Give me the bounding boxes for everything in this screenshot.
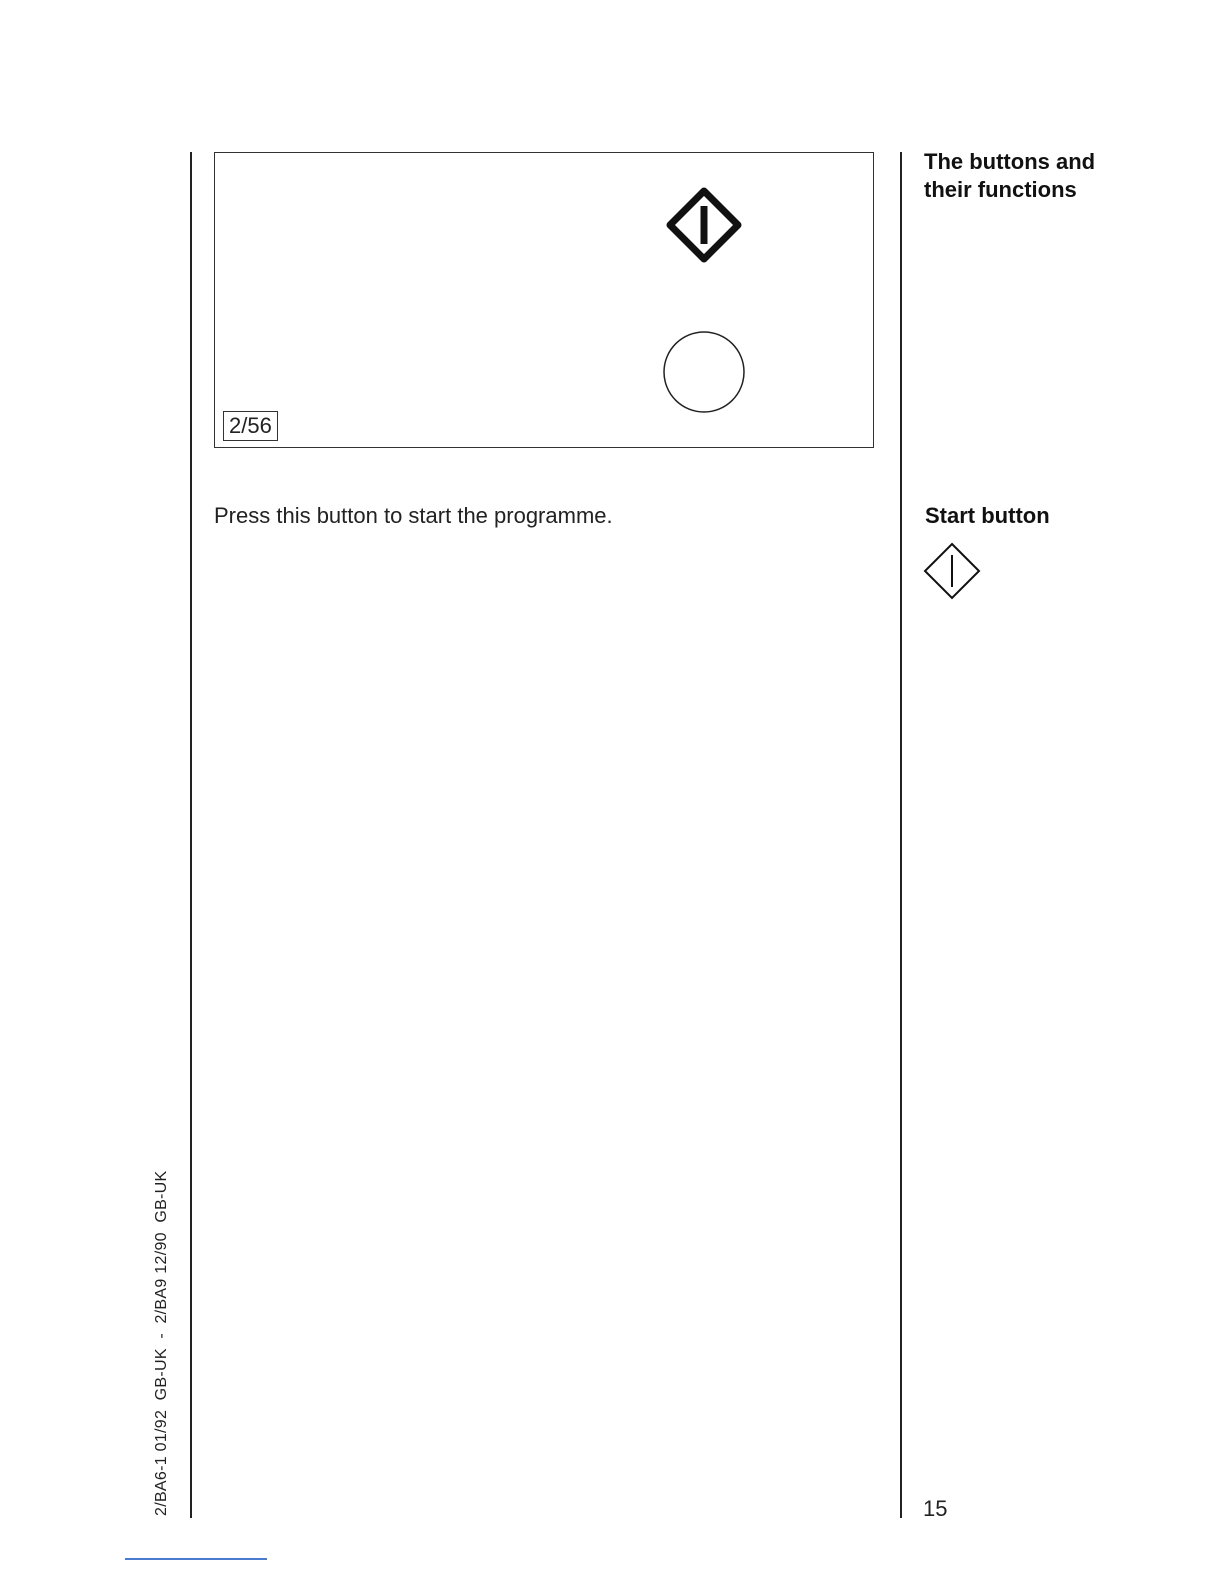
start-button-heading: Start button: [925, 503, 1050, 528]
page-number: 15: [923, 1496, 948, 1521]
body-paragraph: Press this button to start the programme.: [214, 503, 613, 528]
right-column-rule: [900, 152, 902, 1518]
section-title-line-1: The buttons and: [924, 149, 1096, 174]
section-title-line-2: their functions: [924, 177, 1077, 202]
left-margin-rule: [190, 152, 192, 1518]
stop-circle-icon: [662, 330, 746, 414]
control-panel-illustration: [214, 152, 874, 448]
start-diamond-icon: [665, 186, 743, 264]
bottom-divider: [125, 1558, 267, 1560]
document-code: 2/BA6-1 01/92 GB-UK - 2/BA9 12/90 GB-UK: [153, 1170, 170, 1516]
section-title: [924, 148, 1164, 204]
panel-code-label: 2/56: [223, 411, 278, 441]
start-diamond-icon: [922, 541, 982, 601]
